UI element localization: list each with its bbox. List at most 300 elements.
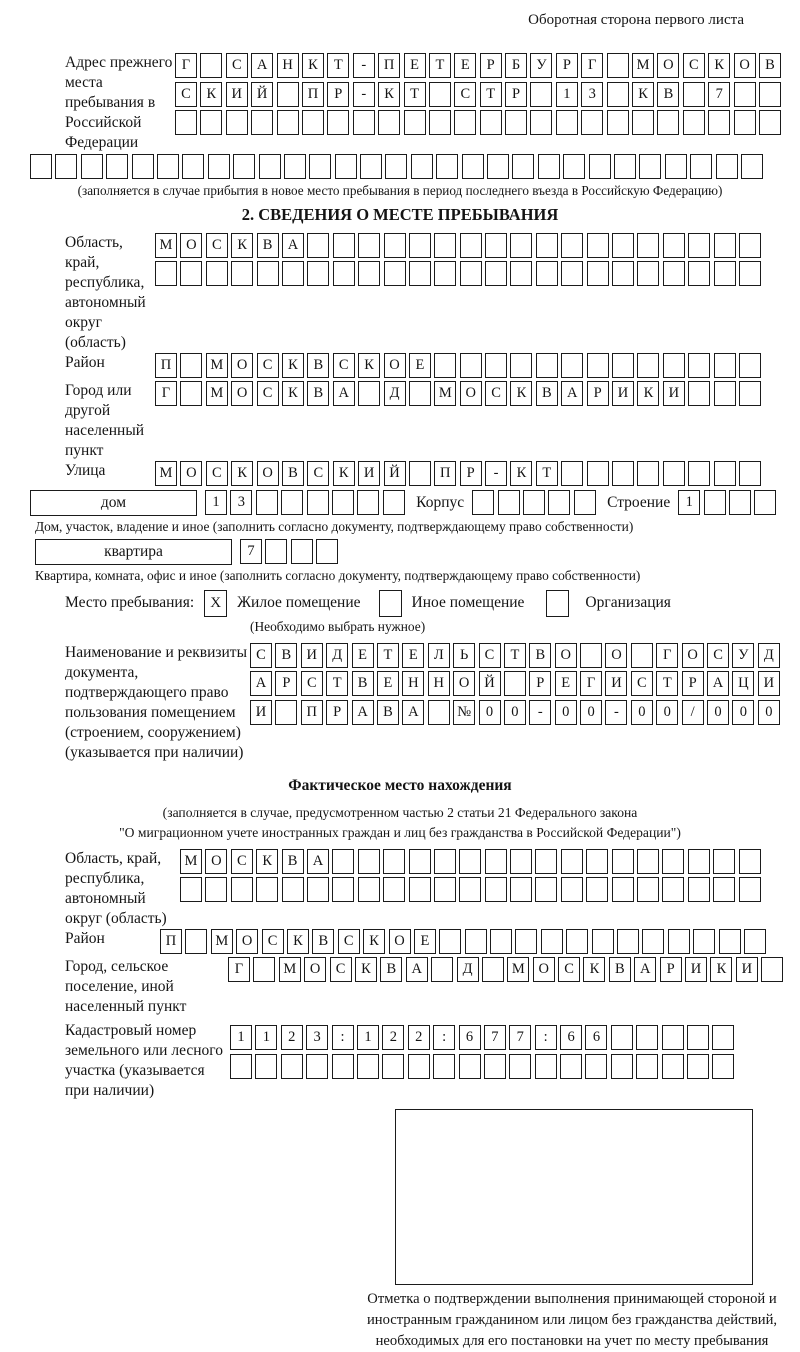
char-cell[interactable]: С (333, 353, 355, 378)
char-cell[interactable]: О (180, 461, 202, 486)
char-cell[interactable]: 2 (382, 1025, 404, 1050)
char-cell[interactable]: Р (275, 671, 297, 696)
char-cell[interactable]: С (307, 461, 329, 486)
char-cell[interactable] (332, 877, 354, 902)
char-cell[interactable]: Й (251, 82, 273, 107)
char-cell[interactable] (663, 261, 685, 286)
char-cell[interactable]: С (257, 353, 279, 378)
char-cell[interactable]: О (734, 53, 756, 78)
char-cell[interactable] (182, 154, 204, 179)
char-cell[interactable] (251, 110, 273, 135)
char-cell[interactable]: Е (454, 53, 476, 78)
char-cell[interactable] (561, 849, 583, 874)
char-cell[interactable]: П (155, 353, 177, 378)
char-cell[interactable] (665, 154, 687, 179)
char-cell[interactable] (180, 261, 202, 286)
char-cell[interactable] (307, 490, 329, 515)
char-cell[interactable] (536, 261, 558, 286)
char-cell[interactable]: С (454, 82, 476, 107)
char-cell[interactable]: А (634, 957, 656, 982)
char-cell[interactable]: П (302, 82, 324, 107)
char-cell[interactable] (485, 353, 507, 378)
char-cell[interactable] (561, 461, 583, 486)
char-cell[interactable]: - (485, 461, 507, 486)
char-cell[interactable]: К (231, 461, 253, 486)
char-cell[interactable] (472, 490, 494, 515)
char-cell[interactable]: Ь (453, 643, 475, 668)
char-cell[interactable]: И (358, 461, 380, 486)
char-cell[interactable]: К (632, 82, 654, 107)
char-cell[interactable] (411, 154, 433, 179)
char-cell[interactable] (256, 490, 278, 515)
char-cell[interactable] (428, 700, 450, 725)
char-cell[interactable]: С (558, 957, 580, 982)
char-cell[interactable]: 3 (306, 1025, 328, 1050)
char-cell[interactable]: В (257, 233, 279, 258)
char-cell[interactable]: - (353, 53, 375, 78)
char-cell[interactable]: К (200, 82, 222, 107)
char-cell[interactable]: Ц (732, 671, 754, 696)
char-cell[interactable]: К (282, 381, 304, 406)
char-cell[interactable]: С (226, 53, 248, 78)
char-cell[interactable] (291, 539, 313, 564)
char-cell[interactable] (716, 154, 738, 179)
char-cell[interactable]: В (377, 700, 399, 725)
char-cell[interactable] (535, 849, 557, 874)
char-cell[interactable]: К (355, 957, 377, 982)
char-cell[interactable] (612, 353, 634, 378)
char-cell[interactable] (632, 110, 654, 135)
char-cell[interactable]: О (231, 353, 253, 378)
char-cell[interactable] (358, 877, 380, 902)
char-cell[interactable]: П (160, 929, 182, 954)
char-cell[interactable] (688, 233, 710, 258)
char-cell[interactable] (538, 154, 560, 179)
char-cell[interactable] (434, 353, 456, 378)
char-cell[interactable] (460, 261, 482, 286)
char-cell[interactable]: К (378, 82, 400, 107)
char-cell[interactable] (208, 154, 230, 179)
char-cell[interactable] (180, 353, 202, 378)
char-cell[interactable] (459, 1054, 481, 1079)
char-cell[interactable] (382, 1054, 404, 1079)
char-cell[interactable] (611, 1025, 633, 1050)
char-cell[interactable]: Г (155, 381, 177, 406)
char-cell[interactable]: Т (536, 461, 558, 486)
char-cell[interactable]: М (155, 233, 177, 258)
char-cell[interactable]: А (561, 381, 583, 406)
char-cell[interactable]: О (384, 353, 406, 378)
char-cell[interactable] (257, 261, 279, 286)
char-cell[interactable]: Е (352, 643, 374, 668)
char-cell[interactable] (759, 110, 781, 135)
char-cell[interactable]: Е (409, 353, 431, 378)
char-cell[interactable] (587, 233, 609, 258)
char-cell[interactable]: О (304, 957, 326, 982)
char-cell[interactable] (611, 1054, 633, 1079)
char-cell[interactable]: О (180, 233, 202, 258)
char-cell[interactable] (729, 490, 751, 515)
char-cell[interactable] (358, 849, 380, 874)
char-cell[interactable] (535, 877, 557, 902)
char-cell[interactable] (639, 154, 661, 179)
char-cell[interactable]: М (206, 381, 228, 406)
char-cell[interactable] (255, 1054, 277, 1079)
char-cell[interactable] (409, 849, 431, 874)
char-cell[interactable]: И (663, 381, 685, 406)
char-cell[interactable]: В (282, 849, 304, 874)
house-box[interactable]: дом (30, 490, 197, 516)
char-cell[interactable]: Е (404, 53, 426, 78)
char-cell[interactable] (693, 929, 715, 954)
char-cell[interactable] (484, 1054, 506, 1079)
char-cell[interactable] (384, 233, 406, 258)
char-cell[interactable] (404, 110, 426, 135)
char-cell[interactable]: 1 (556, 82, 578, 107)
char-cell[interactable]: К (333, 461, 355, 486)
char-cell[interactable]: С (250, 643, 272, 668)
char-cell[interactable]: И (758, 671, 780, 696)
char-cell[interactable] (383, 849, 405, 874)
char-cell[interactable] (200, 53, 222, 78)
char-cell[interactable] (688, 353, 710, 378)
char-cell[interactable] (688, 849, 710, 874)
char-cell[interactable]: К (637, 381, 659, 406)
char-cell[interactable] (741, 154, 763, 179)
char-cell[interactable] (385, 154, 407, 179)
char-cell[interactable] (561, 233, 583, 258)
char-cell[interactable] (637, 461, 659, 486)
char-cell[interactable] (106, 154, 128, 179)
char-cell[interactable] (55, 154, 77, 179)
char-cell[interactable] (617, 929, 639, 954)
char-cell[interactable]: 6 (560, 1025, 582, 1050)
char-cell[interactable]: Й (384, 461, 406, 486)
char-cell[interactable]: И (226, 82, 248, 107)
char-cell[interactable] (327, 110, 349, 135)
char-cell[interactable]: О (389, 929, 411, 954)
char-cell[interactable]: 0 (631, 700, 653, 725)
checkbox-other-premises[interactable] (379, 590, 402, 617)
char-cell[interactable] (586, 877, 608, 902)
char-cell[interactable] (429, 82, 451, 107)
char-cell[interactable]: Н (428, 671, 450, 696)
char-cell[interactable]: А (250, 671, 272, 696)
char-cell[interactable] (561, 353, 583, 378)
char-cell[interactable] (384, 261, 406, 286)
char-cell[interactable]: М (155, 461, 177, 486)
char-cell[interactable]: 0 (707, 700, 729, 725)
char-cell[interactable] (759, 82, 781, 107)
char-cell[interactable]: 0 (479, 700, 501, 725)
char-cell[interactable] (587, 461, 609, 486)
char-cell[interactable]: А (352, 700, 374, 725)
char-cell[interactable] (485, 877, 507, 902)
char-cell[interactable]: / (682, 700, 704, 725)
char-cell[interactable]: О (533, 957, 555, 982)
char-cell[interactable] (637, 353, 659, 378)
char-cell[interactable] (357, 1054, 379, 1079)
char-cell[interactable]: Г (581, 53, 603, 78)
char-cell[interactable] (631, 643, 653, 668)
char-cell[interactable]: А (333, 381, 355, 406)
char-cell[interactable] (408, 1054, 430, 1079)
char-cell[interactable]: Е (402, 643, 424, 668)
char-cell[interactable]: М (632, 53, 654, 78)
char-cell[interactable] (607, 53, 629, 78)
char-cell[interactable]: В (759, 53, 781, 78)
char-cell[interactable] (739, 461, 761, 486)
char-cell[interactable]: Д (758, 643, 780, 668)
char-cell[interactable]: Р (326, 700, 348, 725)
char-cell[interactable]: Р (556, 53, 578, 78)
char-cell[interactable] (409, 233, 431, 258)
char-cell[interactable] (434, 261, 456, 286)
char-cell[interactable]: В (312, 929, 334, 954)
char-cell[interactable]: Т (656, 671, 678, 696)
char-cell[interactable]: К (256, 849, 278, 874)
char-cell[interactable]: К (708, 53, 730, 78)
char-cell[interactable]: М (434, 381, 456, 406)
char-cell[interactable] (332, 849, 354, 874)
char-cell[interactable] (561, 877, 583, 902)
char-cell[interactable]: О (236, 929, 258, 954)
char-cell[interactable] (459, 877, 481, 902)
char-cell[interactable]: С (206, 461, 228, 486)
char-cell[interactable] (431, 957, 453, 982)
char-cell[interactable]: К (282, 353, 304, 378)
char-cell[interactable] (612, 849, 634, 874)
char-cell[interactable]: Д (457, 957, 479, 982)
char-cell[interactable]: О (460, 381, 482, 406)
char-cell[interactable]: С (330, 957, 352, 982)
char-cell[interactable] (734, 82, 756, 107)
char-cell[interactable] (253, 957, 275, 982)
char-cell[interactable]: С (479, 643, 501, 668)
char-cell[interactable] (504, 671, 526, 696)
char-cell[interactable]: С (485, 381, 507, 406)
char-cell[interactable] (277, 82, 299, 107)
char-cell[interactable] (316, 539, 338, 564)
char-cell[interactable]: - (529, 700, 551, 725)
char-cell[interactable] (307, 877, 329, 902)
char-cell[interactable]: В (307, 353, 329, 378)
char-cell[interactable] (687, 1025, 709, 1050)
char-cell[interactable] (306, 1054, 328, 1079)
char-cell[interactable]: А (307, 849, 329, 874)
char-cell[interactable]: В (380, 957, 402, 982)
char-cell[interactable]: О (453, 671, 475, 696)
char-cell[interactable]: Д (326, 643, 348, 668)
checkbox-residential[interactable]: X (204, 590, 227, 617)
char-cell[interactable]: Н (402, 671, 424, 696)
char-cell[interactable] (307, 261, 329, 286)
char-cell[interactable]: М (206, 353, 228, 378)
char-cell[interactable] (409, 261, 431, 286)
char-cell[interactable]: Т (404, 82, 426, 107)
char-cell[interactable]: Г (228, 957, 250, 982)
char-cell[interactable]: С (683, 53, 705, 78)
char-cell[interactable] (536, 233, 558, 258)
char-cell[interactable] (612, 461, 634, 486)
char-cell[interactable]: Л (428, 643, 450, 668)
char-cell[interactable]: К (287, 929, 309, 954)
char-cell[interactable] (510, 353, 532, 378)
char-cell[interactable]: В (352, 671, 374, 696)
char-cell[interactable]: И (612, 381, 634, 406)
char-cell[interactable] (668, 929, 690, 954)
char-cell[interactable] (739, 381, 761, 406)
char-cell[interactable] (505, 110, 527, 135)
char-cell[interactable] (636, 1054, 658, 1079)
char-cell[interactable]: С (262, 929, 284, 954)
char-cell[interactable] (510, 261, 532, 286)
char-cell[interactable] (714, 381, 736, 406)
char-cell[interactable] (607, 82, 629, 107)
char-cell[interactable] (739, 353, 761, 378)
char-cell[interactable] (383, 490, 405, 515)
char-cell[interactable]: К (363, 929, 385, 954)
char-cell[interactable]: В (307, 381, 329, 406)
char-cell[interactable] (714, 461, 736, 486)
char-cell[interactable]: П (378, 53, 400, 78)
char-cell[interactable]: О (682, 643, 704, 668)
char-cell[interactable]: К (583, 957, 605, 982)
char-cell[interactable]: И (250, 700, 272, 725)
char-cell[interactable] (230, 1054, 252, 1079)
char-cell[interactable]: Б (505, 53, 527, 78)
char-cell[interactable] (739, 233, 761, 258)
char-cell[interactable]: С (631, 671, 653, 696)
char-cell[interactable]: К (358, 353, 380, 378)
char-cell[interactable] (714, 233, 736, 258)
char-cell[interactable] (358, 381, 380, 406)
char-cell[interactable] (439, 929, 461, 954)
char-cell[interactable] (708, 110, 730, 135)
char-cell[interactable] (536, 353, 558, 378)
char-cell[interactable] (566, 929, 588, 954)
char-cell[interactable]: 1 (255, 1025, 277, 1050)
char-cell[interactable] (637, 877, 659, 902)
char-cell[interactable] (157, 154, 179, 179)
char-cell[interactable] (206, 261, 228, 286)
char-cell[interactable] (712, 1025, 734, 1050)
char-cell[interactable] (281, 490, 303, 515)
char-cell[interactable] (429, 110, 451, 135)
char-cell[interactable]: Т (377, 643, 399, 668)
char-cell[interactable] (487, 154, 509, 179)
char-cell[interactable]: - (605, 700, 627, 725)
char-cell[interactable]: : (433, 1025, 455, 1050)
char-cell[interactable] (307, 233, 329, 258)
char-cell[interactable]: П (301, 700, 323, 725)
char-cell[interactable] (662, 1054, 684, 1079)
char-cell[interactable] (574, 490, 596, 515)
char-cell[interactable]: Е (555, 671, 577, 696)
char-cell[interactable] (132, 154, 154, 179)
char-cell[interactable] (586, 849, 608, 874)
char-cell[interactable] (687, 1054, 709, 1079)
char-cell[interactable]: К (231, 233, 253, 258)
char-cell[interactable]: - (353, 82, 375, 107)
char-cell[interactable] (561, 261, 583, 286)
char-cell[interactable] (200, 110, 222, 135)
char-cell[interactable] (662, 877, 684, 902)
char-cell[interactable] (358, 261, 380, 286)
char-cell[interactable]: М (279, 957, 301, 982)
char-cell[interactable] (378, 110, 400, 135)
char-cell[interactable] (734, 110, 756, 135)
char-cell[interactable] (498, 490, 520, 515)
char-cell[interactable]: : (332, 1025, 354, 1050)
char-cell[interactable]: 7 (240, 539, 262, 564)
char-cell[interactable] (383, 877, 405, 902)
char-cell[interactable] (541, 929, 563, 954)
char-cell[interactable] (719, 929, 741, 954)
char-cell[interactable] (523, 490, 545, 515)
char-cell[interactable]: О (231, 381, 253, 406)
char-cell[interactable]: К (710, 957, 732, 982)
char-cell[interactable]: : (535, 1025, 557, 1050)
char-cell[interactable]: Г (580, 671, 602, 696)
char-cell[interactable] (277, 110, 299, 135)
char-cell[interactable] (180, 877, 202, 902)
char-cell[interactable] (714, 353, 736, 378)
char-cell[interactable] (275, 700, 297, 725)
char-cell[interactable] (636, 1025, 658, 1050)
char-cell[interactable] (662, 849, 684, 874)
char-cell[interactable]: П (434, 461, 456, 486)
char-cell[interactable]: И (685, 957, 707, 982)
char-cell[interactable] (282, 261, 304, 286)
char-cell[interactable]: У (732, 643, 754, 668)
char-cell[interactable]: Д (384, 381, 406, 406)
char-cell[interactable] (754, 490, 776, 515)
char-cell[interactable] (704, 490, 726, 515)
char-cell[interactable] (459, 849, 481, 874)
char-cell[interactable] (465, 929, 487, 954)
char-cell[interactable] (510, 233, 532, 258)
char-cell[interactable]: 0 (732, 700, 754, 725)
char-cell[interactable] (180, 381, 202, 406)
char-cell[interactable] (663, 233, 685, 258)
char-cell[interactable]: И (736, 957, 758, 982)
char-cell[interactable]: Н (277, 53, 299, 78)
char-cell[interactable]: В (536, 381, 558, 406)
char-cell[interactable]: А (707, 671, 729, 696)
char-cell[interactable] (683, 82, 705, 107)
char-cell[interactable]: А (402, 700, 424, 725)
char-cell[interactable] (434, 877, 456, 902)
char-cell[interactable] (185, 929, 207, 954)
char-cell[interactable]: 0 (656, 700, 678, 725)
char-cell[interactable] (587, 353, 609, 378)
char-cell[interactable]: И (605, 671, 627, 696)
char-cell[interactable] (231, 261, 253, 286)
char-cell[interactable]: 2 (281, 1025, 303, 1050)
char-cell[interactable]: К (510, 381, 532, 406)
char-cell[interactable] (663, 461, 685, 486)
char-cell[interactable] (332, 1054, 354, 1079)
char-cell[interactable] (683, 110, 705, 135)
char-cell[interactable] (739, 261, 761, 286)
char-cell[interactable] (637, 261, 659, 286)
char-cell[interactable]: Р (460, 461, 482, 486)
char-cell[interactable] (485, 233, 507, 258)
char-cell[interactable] (612, 877, 634, 902)
char-cell[interactable]: 0 (758, 700, 780, 725)
char-cell[interactable] (256, 877, 278, 902)
